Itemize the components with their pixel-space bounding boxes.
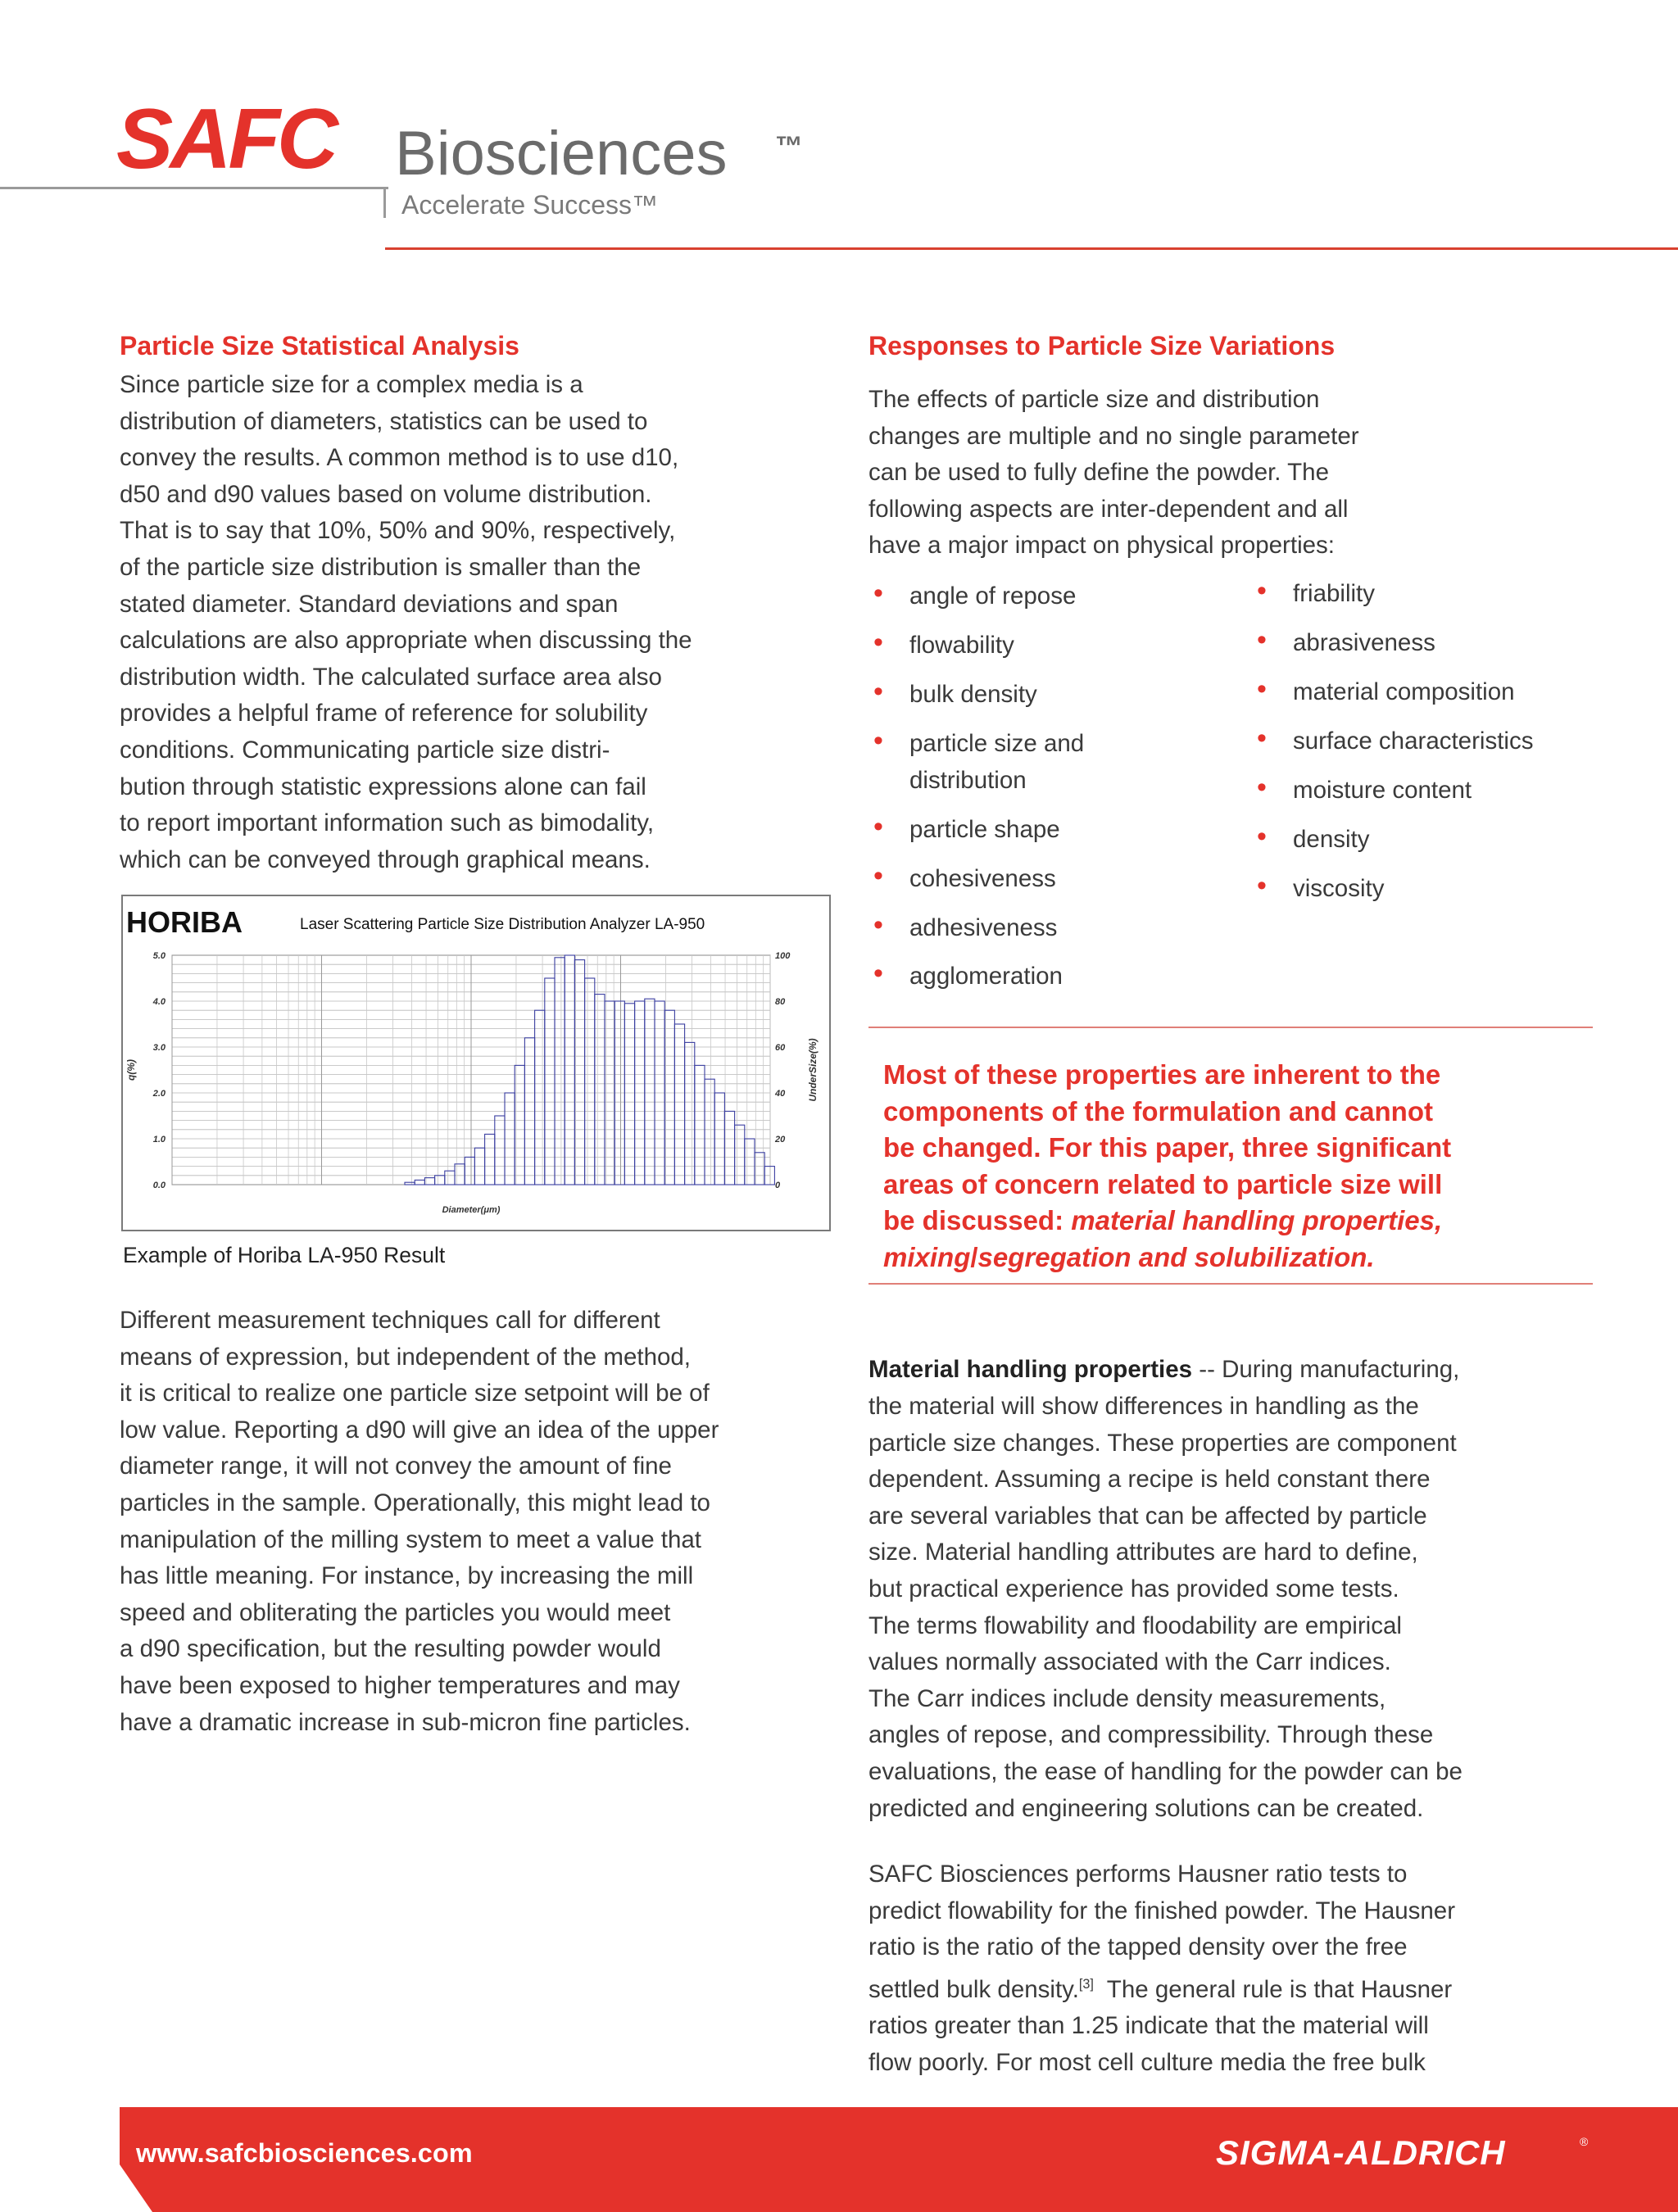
logo-underline (0, 187, 388, 189)
y-tick-label: 1.0 (152, 1135, 166, 1145)
callout-top-rule (868, 1027, 1593, 1028)
bullet-item: • surface characteristics (1255, 723, 1616, 760)
bullet-item: • density (1255, 822, 1616, 859)
material-handling-label: Material handling properties (868, 1356, 1193, 1383)
chart-brand: HORIBA (126, 905, 243, 939)
bullet-item: • angle of repose (872, 578, 1232, 615)
right-heading: Responses to Particle Size Variations (868, 331, 1336, 360)
y2-axis-label: UnderSize(%) (807, 1038, 819, 1102)
callout-line: components of the formulation and cannot (883, 1095, 1433, 1126)
bullet-item: • friability (1255, 576, 1616, 613)
y-tick-label: 4.0 (152, 997, 166, 1007)
left-paragraph-1: Since particle size for a complex media is a distribution of diameters, statistics can be used to convey the results. A common method is to use d10, d50 and d90 values based on volume distribution. That is to say that 10%, 50% and 90%, respectively, of the particle size distribution is smaller than the stated diameter. Standard deviations and span calculations are also appropriate when discussing the distribution width. The calculated surface area also provides a helpful frame of reference for solubility conditions. Communicating particle size distri- bution through statistic expressions alone can fail to report important information such as bimodality, which can be conveyed through graphical means. (120, 371, 692, 873)
y-tick-label: 2.0 (152, 1089, 166, 1099)
callout-line: Most of these properties are inherent to the (883, 1059, 1441, 1090)
bullet-item: • particle shape (872, 812, 1232, 849)
bullet-item: • adhesiveness (872, 910, 1232, 947)
y2-tick-label: 20 (775, 1135, 786, 1145)
material-handling-body: the material will show differences in handling as the particle size changes. These properties are component dependent. Assuming a recipe is held constant there are several variables that can be affected by particle size. Material handling attributes are hard to define, but practical experience has provided some tests. The terms flowability and floodability are empirical values normally associated with the Carr indices. The Carr indices include density measurements, angles of repose, and compressibility. Through these evaluations, the ease of handling for the powder can be predicted and engineering solutions can be created. (868, 1393, 1463, 1822)
material-handling-first: During manufacturing, (1222, 1356, 1460, 1383)
brand-name: Biosciences (395, 119, 728, 188)
y2-tick-label: 80 (775, 997, 786, 1007)
bullet-list-col1 (872, 578, 1232, 995)
bullet-list-col2 (1255, 576, 1616, 908)
y2-tick-label: 0 (775, 1181, 781, 1190)
chart-caption: Example of Horiba LA-950 Result (123, 1243, 446, 1267)
chart-title: Laser Scattering Particle Size Distribution Analyzer LA-950 (300, 916, 705, 933)
x-axis-label: Diameter(μm) (442, 1205, 501, 1215)
bullet-item-continuation: distribution (909, 766, 1027, 794)
y-tick-label: 3.0 (152, 1043, 166, 1053)
bullet-item: • particle size and (872, 726, 1232, 763)
material-handling-first-line (868, 1352, 1606, 1389)
hausner-text-cont: The general rule is that Hausner (1093, 1975, 1453, 2003)
callout-line: be changed. For this paper, three significant (883, 1132, 1452, 1163)
header-rule (385, 247, 1678, 250)
horiba-chart-svg (123, 896, 829, 1230)
footer-website-link[interactable]: www.safcbiosciences.com (136, 2138, 473, 2168)
callout-emphasis: segregation and solubilization. (977, 1241, 1375, 1272)
citation-ref: [3] (1078, 1976, 1094, 1992)
sigma-aldrich-logo: SIGMA-ALDRICH (1216, 2133, 1506, 2172)
y-tick-label: 5.0 (152, 951, 166, 961)
callout (883, 1057, 1588, 1276)
y-tick-label: 0.0 (152, 1181, 166, 1190)
y2-tick-label: 40 (775, 1089, 786, 1099)
left-paragraph-2: Different measurement techniques call for different means of expression, but independent of the method, it is critical to realize one particle size setpoint will be of low value. Reporting a d90 will give an idea of the upper diameter range, it will not convey the amount of fine particles in the sample. Operationally, this might lead to manipulation of the milling system to meet a value that has little meaning. For instance, by increasing the mill speed and obliterating the particles you would meet a d90 specification, but the resulting powder would have been exposed to higher temperatures and may have a dramatic increase in sub-micron fine particles. (120, 1307, 719, 1736)
callout-emphasis: material handling properties, (1071, 1205, 1443, 1236)
callout-line (883, 1203, 1588, 1240)
y2-tick-label: 100 (775, 951, 791, 961)
callout-line: areas of concern related to particle size will (883, 1168, 1443, 1199)
hausner-paragraph (868, 1856, 1622, 2081)
bullet-item: • abrasiveness (1255, 625, 1616, 662)
y-axis-label: q(%) (125, 1059, 137, 1081)
left-heading: Particle Size Statistical Analysis (120, 331, 519, 360)
material-handling-sep: -- (1192, 1356, 1222, 1383)
callout-bottom-rule (868, 1283, 1593, 1285)
logo-divider (383, 187, 386, 218)
bullet-item: • material composition (1255, 674, 1616, 711)
bullet-item: • viscosity (1255, 871, 1616, 908)
bullet-item: • bulk density (872, 677, 1232, 714)
callout-line (883, 1240, 1588, 1276)
brand-trademark: ™ (775, 131, 803, 162)
bullet-item: • moisture content (1255, 773, 1616, 809)
horiba-chart (121, 895, 831, 1231)
brand-tagline: Accelerate Success™ (401, 190, 659, 220)
bullet-item: • cohesiveness (872, 861, 1232, 898)
bullet-item: • flowability (872, 628, 1232, 664)
callout-emphasis: mixing (883, 1241, 971, 1272)
chart-plot-area (125, 951, 819, 1215)
right-intro: The effects of particle size and distribution changes are multiple and no single parameter can be used to fully define the powder. The following aspects are inter-dependent and all have a major impact on physical properties: (868, 386, 1359, 560)
hausner-text-end: ratios greater than 1.25 indicate that the material will flow poorly. For most cell culture media the free bulk (868, 2012, 1429, 2076)
callout-slash: / (970, 1241, 978, 1272)
brand-logo-safc: SAFC (116, 92, 336, 187)
hausner-text: SAFC Biosciences performs Hausner ratio tests to predict flowability for the finished powder. The Hausner ratio is the ratio of the tapped density over the free settled bulk density. (868, 1861, 1456, 2003)
bullet-item: • agglomeration (872, 959, 1232, 995)
footer-registered-mark: ® (1580, 2135, 1589, 2148)
callout-text: be discussed: (883, 1205, 1072, 1236)
y2-tick-label: 60 (775, 1043, 786, 1053)
